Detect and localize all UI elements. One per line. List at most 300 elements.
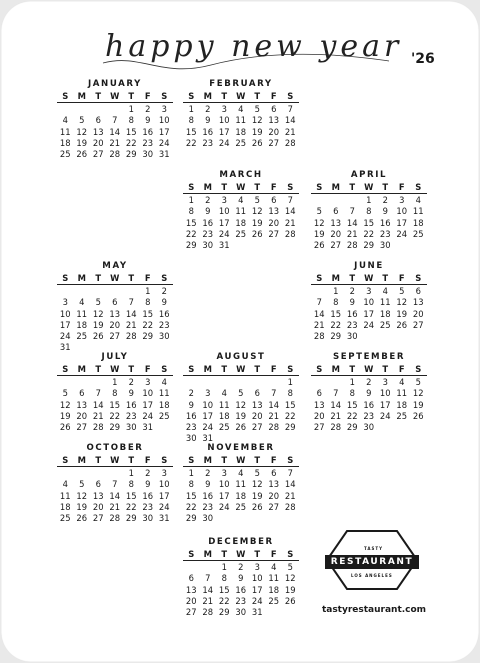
- day-number: 16: [379, 217, 391, 228]
- day-number: 9: [349, 297, 355, 308]
- headline-script: happy new year: [105, 29, 403, 64]
- day-number: 6: [271, 468, 277, 479]
- day-number: 22: [330, 319, 342, 330]
- day-number: 21: [109, 501, 121, 512]
- day-number: 2: [205, 195, 211, 206]
- day-number: 1: [188, 468, 194, 479]
- day-number: 27: [92, 512, 104, 523]
- day-number: 17: [379, 399, 391, 410]
- day-number: 20: [268, 490, 280, 501]
- day-number: 17: [158, 490, 170, 501]
- day-number: 22: [109, 410, 121, 421]
- weekday-label: W: [110, 91, 120, 101]
- day-number: 8: [128, 479, 134, 490]
- weekday-label: W: [236, 455, 246, 465]
- weekday-label: F: [144, 273, 151, 283]
- day-number: 18: [379, 308, 391, 319]
- day-number: 3: [221, 468, 227, 479]
- day-number: 16: [142, 490, 154, 501]
- day-number: 25: [59, 148, 71, 159]
- weekday-label: W: [236, 91, 246, 101]
- weekday-label: T: [128, 273, 135, 283]
- day-number: 15: [284, 399, 296, 410]
- day-number: 25: [268, 595, 280, 606]
- day-number: 31: [59, 342, 71, 353]
- day-number: 1: [145, 286, 151, 297]
- weekday-label: T: [349, 182, 356, 192]
- day-number: 20: [76, 410, 88, 421]
- day-number: 13: [268, 479, 280, 490]
- day-number: 20: [109, 319, 121, 330]
- day-number: 4: [161, 377, 167, 388]
- day-number: 28: [330, 421, 342, 432]
- day-number: 14: [125, 308, 137, 319]
- day-number: 31: [202, 433, 214, 444]
- weekday-label: M: [203, 364, 212, 374]
- day-number: 10: [59, 308, 71, 319]
- day-number: 16: [125, 399, 137, 410]
- weekday-label: S: [62, 364, 69, 374]
- day-number: 11: [218, 399, 230, 410]
- day-number: 24: [396, 228, 408, 239]
- day-number: 13: [412, 297, 424, 308]
- day-number: 17: [396, 217, 408, 228]
- weekday-label: S: [316, 182, 323, 192]
- blank-day: [107, 468, 124, 479]
- day-number: 8: [188, 115, 194, 126]
- weekday-label: F: [398, 364, 405, 374]
- day-number: 12: [412, 388, 424, 399]
- day-number: 2: [366, 377, 372, 388]
- day-number: 19: [251, 490, 263, 501]
- day-number: 13: [92, 126, 104, 137]
- day-number: 8: [188, 206, 194, 217]
- day-number: 23: [379, 228, 391, 239]
- day-number: 7: [287, 468, 293, 479]
- day-number: 13: [76, 399, 88, 410]
- day-number: 9: [205, 479, 211, 490]
- weekday-label: S: [188, 91, 195, 101]
- day-number: 23: [202, 228, 214, 239]
- day-number: 23: [346, 319, 358, 330]
- weekday-label: S: [287, 91, 294, 101]
- weekday-label: F: [398, 273, 405, 283]
- day-number: 28: [125, 330, 137, 341]
- day-number: 29: [284, 421, 296, 432]
- weekday-label: S: [62, 455, 69, 465]
- day-number: 24: [142, 410, 154, 421]
- day-number: 1: [366, 195, 372, 206]
- day-number: 4: [382, 286, 388, 297]
- day-number: 22: [363, 228, 375, 239]
- month-february: [183, 79, 299, 149]
- day-number: 9: [238, 573, 244, 584]
- day-number: 7: [112, 479, 118, 490]
- month-day-grid: [183, 91, 299, 149]
- day-number: 7: [316, 297, 322, 308]
- day-number: 19: [313, 228, 325, 239]
- day-number: 17: [218, 490, 230, 501]
- day-number: 21: [284, 217, 296, 228]
- day-number: 27: [268, 137, 280, 148]
- day-number: 10: [363, 297, 375, 308]
- day-number: 6: [415, 286, 421, 297]
- day-number: 4: [238, 195, 244, 206]
- day-number: 18: [59, 137, 71, 148]
- day-number: 7: [349, 206, 355, 217]
- day-number: 15: [125, 490, 137, 501]
- weekday-label: F: [270, 364, 277, 374]
- day-number: 22: [142, 319, 154, 330]
- day-number: 10: [251, 573, 263, 584]
- day-number: 3: [161, 104, 167, 115]
- day-number: 5: [254, 195, 260, 206]
- day-number: 25: [379, 319, 391, 330]
- weekday-divider: [311, 193, 427, 194]
- day-number: 7: [287, 104, 293, 115]
- day-number: 20: [185, 595, 197, 606]
- day-number: 18: [235, 217, 247, 228]
- weekday-label: S: [161, 364, 168, 374]
- day-number: 10: [396, 206, 408, 217]
- day-number: 15: [185, 217, 197, 228]
- day-number: 2: [128, 377, 134, 388]
- day-number: 27: [76, 421, 88, 432]
- day-number: 14: [92, 399, 104, 410]
- day-number: 12: [251, 206, 263, 217]
- month-day-grid: [183, 182, 299, 251]
- day-number: 28: [313, 330, 325, 341]
- day-number: 20: [412, 308, 424, 319]
- day-number: 29: [218, 606, 230, 617]
- weekday-label: T: [95, 364, 102, 374]
- month-day-grid: [57, 364, 173, 433]
- day-number: 11: [59, 126, 71, 137]
- weekday-label: M: [203, 91, 212, 101]
- weekday-label: M: [331, 273, 340, 283]
- blank-day: [57, 377, 74, 388]
- year-label: '26: [411, 51, 435, 67]
- day-number: 12: [76, 490, 88, 501]
- day-number: 24: [218, 501, 230, 512]
- day-number: 26: [313, 239, 325, 250]
- day-number: 23: [202, 137, 214, 148]
- day-number: 29: [330, 330, 342, 341]
- blank-day: [249, 377, 266, 388]
- day-number: 9: [205, 206, 211, 217]
- day-number: 19: [76, 137, 88, 148]
- day-number: 11: [268, 573, 280, 584]
- blank-day: [74, 377, 91, 388]
- day-number: 28: [92, 421, 104, 432]
- day-number: 21: [109, 137, 121, 148]
- day-number: 9: [188, 399, 194, 410]
- day-number: 2: [205, 104, 211, 115]
- day-number: 29: [125, 148, 137, 159]
- day-number: 25: [396, 410, 408, 421]
- day-number: 12: [396, 297, 408, 308]
- day-number: 27: [268, 228, 280, 239]
- weekday-label: W: [364, 182, 374, 192]
- weekday-label: W: [110, 273, 120, 283]
- day-number: 15: [363, 217, 375, 228]
- day-number: 23: [158, 319, 170, 330]
- day-number: 17: [218, 217, 230, 228]
- month-day-grid: [57, 455, 173, 524]
- day-number: 19: [412, 399, 424, 410]
- day-number: 6: [112, 297, 118, 308]
- month-day-grid: [57, 273, 173, 353]
- day-number: 3: [399, 195, 405, 206]
- weekday-label: T: [221, 91, 228, 101]
- day-number: 8: [366, 206, 372, 217]
- day-number: 9: [145, 479, 151, 490]
- blank-day: [74, 104, 91, 115]
- day-number: 31: [158, 512, 170, 523]
- weekday-label: T: [382, 182, 389, 192]
- day-number: 16: [363, 399, 375, 410]
- blank-day: [90, 104, 107, 115]
- day-number: 25: [235, 501, 247, 512]
- website-link[interactable]: tastyrestaurant.com: [321, 605, 427, 615]
- day-number: 25: [235, 137, 247, 148]
- weekday-label: F: [270, 455, 277, 465]
- weekday-label: S: [62, 273, 69, 283]
- day-number: 1: [221, 562, 227, 573]
- day-number: 7: [128, 297, 134, 308]
- day-number: 29: [346, 421, 358, 432]
- day-number: 26: [76, 512, 88, 523]
- day-number: 16: [158, 308, 170, 319]
- weekday-label: W: [236, 549, 246, 559]
- day-number: 27: [330, 239, 342, 250]
- day-number: 31: [142, 421, 154, 432]
- day-number: 25: [76, 330, 88, 341]
- weekday-label: W: [236, 182, 246, 192]
- day-number: 18: [235, 126, 247, 137]
- day-number: 20: [92, 137, 104, 148]
- day-number: 26: [412, 410, 424, 421]
- day-number: 8: [128, 115, 134, 126]
- day-number: 6: [316, 388, 322, 399]
- day-number: 20: [268, 217, 280, 228]
- day-number: 13: [268, 206, 280, 217]
- weekday-label: S: [188, 182, 195, 192]
- day-number: 26: [396, 319, 408, 330]
- day-number: 19: [92, 319, 104, 330]
- weekday-label: M: [331, 364, 340, 374]
- weekday-label: M: [203, 549, 212, 559]
- day-number: 24: [363, 319, 375, 330]
- blank-day: [266, 377, 283, 388]
- weekday-label: W: [364, 364, 374, 374]
- month-name: APRIL: [350, 170, 388, 180]
- day-number: 18: [59, 501, 71, 512]
- day-number: 23: [125, 410, 137, 421]
- day-number: 25: [218, 421, 230, 432]
- weekday-label: S: [287, 364, 294, 374]
- day-number: 4: [62, 115, 68, 126]
- logo-top-text: TASTY: [364, 546, 384, 551]
- weekday-label: S: [62, 91, 69, 101]
- day-number: 4: [238, 468, 244, 479]
- month-day-grid: [311, 364, 427, 433]
- day-number: 24: [379, 410, 391, 421]
- weekday-divider: [183, 102, 299, 103]
- day-number: 30: [142, 512, 154, 523]
- month-name: DECEMBER: [208, 537, 274, 547]
- day-number: 9: [382, 206, 388, 217]
- day-number: 22: [284, 410, 296, 421]
- month-october: [57, 443, 173, 524]
- blank-day: [311, 286, 328, 297]
- day-number: 30: [125, 421, 137, 432]
- weekday-label: T: [349, 364, 356, 374]
- weekday-label: M: [77, 273, 86, 283]
- day-number: 8: [145, 297, 151, 308]
- weekday-label: T: [382, 273, 389, 283]
- day-number: 2: [188, 388, 194, 399]
- day-number: 17: [363, 308, 375, 319]
- day-number: 24: [251, 595, 263, 606]
- day-number: 16: [185, 410, 197, 421]
- weekday-label: T: [95, 91, 102, 101]
- weekday-label: S: [161, 273, 168, 283]
- weekday-label: F: [398, 182, 405, 192]
- day-number: 6: [333, 206, 339, 217]
- day-number: 15: [330, 308, 342, 319]
- day-number: 3: [145, 377, 151, 388]
- month-march: [183, 170, 299, 251]
- day-number: 11: [379, 297, 391, 308]
- day-number: 14: [284, 479, 296, 490]
- day-number: 2: [145, 104, 151, 115]
- day-number: 7: [205, 573, 211, 584]
- day-number: 17: [142, 399, 154, 410]
- day-number: 24: [202, 421, 214, 432]
- day-number: 19: [251, 126, 263, 137]
- day-number: 14: [313, 308, 325, 319]
- weekday-label: T: [95, 273, 102, 283]
- weekday-label: S: [415, 364, 422, 374]
- month-december: [183, 537, 299, 618]
- day-number: 18: [218, 410, 230, 421]
- day-number: 26: [76, 148, 88, 159]
- day-number: 1: [349, 377, 355, 388]
- day-number: 29: [185, 239, 197, 250]
- day-number: 11: [235, 115, 247, 126]
- weekday-label: F: [144, 455, 151, 465]
- day-number: 12: [251, 115, 263, 126]
- day-number: 7: [95, 388, 101, 399]
- day-number: 22: [185, 228, 197, 239]
- blank-day: [57, 286, 74, 297]
- month-name: JUNE: [354, 261, 384, 271]
- day-number: 14: [268, 399, 280, 410]
- weekday-label: S: [316, 273, 323, 283]
- day-number: 4: [238, 104, 244, 115]
- day-number: 21: [92, 410, 104, 421]
- weekday-label: F: [270, 91, 277, 101]
- day-number: 14: [346, 217, 358, 228]
- day-number: 19: [396, 308, 408, 319]
- day-number: 15: [185, 490, 197, 501]
- day-number: 9: [145, 115, 151, 126]
- day-number: 4: [399, 377, 405, 388]
- day-number: 19: [76, 501, 88, 512]
- day-number: 11: [235, 206, 247, 217]
- day-number: 12: [251, 479, 263, 490]
- weekday-label: W: [364, 273, 374, 283]
- blank-day: [311, 377, 328, 388]
- day-number: 10: [202, 399, 214, 410]
- day-number: 10: [218, 206, 230, 217]
- day-number: 7: [271, 388, 277, 399]
- day-number: 12: [76, 126, 88, 137]
- day-number: 8: [112, 388, 118, 399]
- month-august: [183, 352, 299, 444]
- day-number: 6: [95, 115, 101, 126]
- day-number: 29: [142, 330, 154, 341]
- weekday-label: S: [161, 91, 168, 101]
- weekday-label: T: [128, 455, 135, 465]
- day-number: 30: [235, 606, 247, 617]
- day-number: 28: [202, 606, 214, 617]
- weekday-divider: [57, 466, 173, 467]
- weekday-label: S: [188, 364, 195, 374]
- day-number: 4: [79, 297, 85, 308]
- blank-day: [344, 195, 361, 206]
- day-number: 24: [218, 137, 230, 148]
- weekday-divider: [183, 560, 299, 561]
- blank-day: [74, 286, 91, 297]
- weekday-label: M: [203, 182, 212, 192]
- month-name: OCTOBER: [86, 443, 144, 453]
- weekday-label: T: [382, 364, 389, 374]
- month-day-grid: [183, 455, 299, 524]
- weekday-label: T: [254, 455, 261, 465]
- day-number: 16: [202, 126, 214, 137]
- day-number: 22: [218, 595, 230, 606]
- day-number: 7: [112, 115, 118, 126]
- day-number: 28: [284, 137, 296, 148]
- day-number: 2: [145, 468, 151, 479]
- weekday-label: S: [287, 455, 294, 465]
- day-number: 13: [109, 308, 121, 319]
- day-number: 4: [62, 479, 68, 490]
- weekday-label: M: [203, 455, 212, 465]
- day-number: 5: [415, 377, 421, 388]
- day-number: 30: [185, 433, 197, 444]
- blank-day: [233, 377, 250, 388]
- day-number: 5: [95, 297, 101, 308]
- weekday-label: F: [144, 91, 151, 101]
- month-name: SEPTEMBER: [332, 352, 406, 362]
- day-number: 1: [287, 377, 293, 388]
- month-may: [57, 261, 173, 353]
- day-number: 4: [415, 195, 421, 206]
- day-number: 8: [287, 388, 293, 399]
- day-number: 22: [185, 137, 197, 148]
- day-number: 27: [185, 606, 197, 617]
- weekday-label: T: [221, 455, 228, 465]
- weekday-label: S: [287, 549, 294, 559]
- day-number: 17: [218, 126, 230, 137]
- day-number: 17: [59, 319, 71, 330]
- weekday-label: T: [221, 364, 228, 374]
- day-number: 5: [287, 562, 293, 573]
- day-number: 21: [284, 126, 296, 137]
